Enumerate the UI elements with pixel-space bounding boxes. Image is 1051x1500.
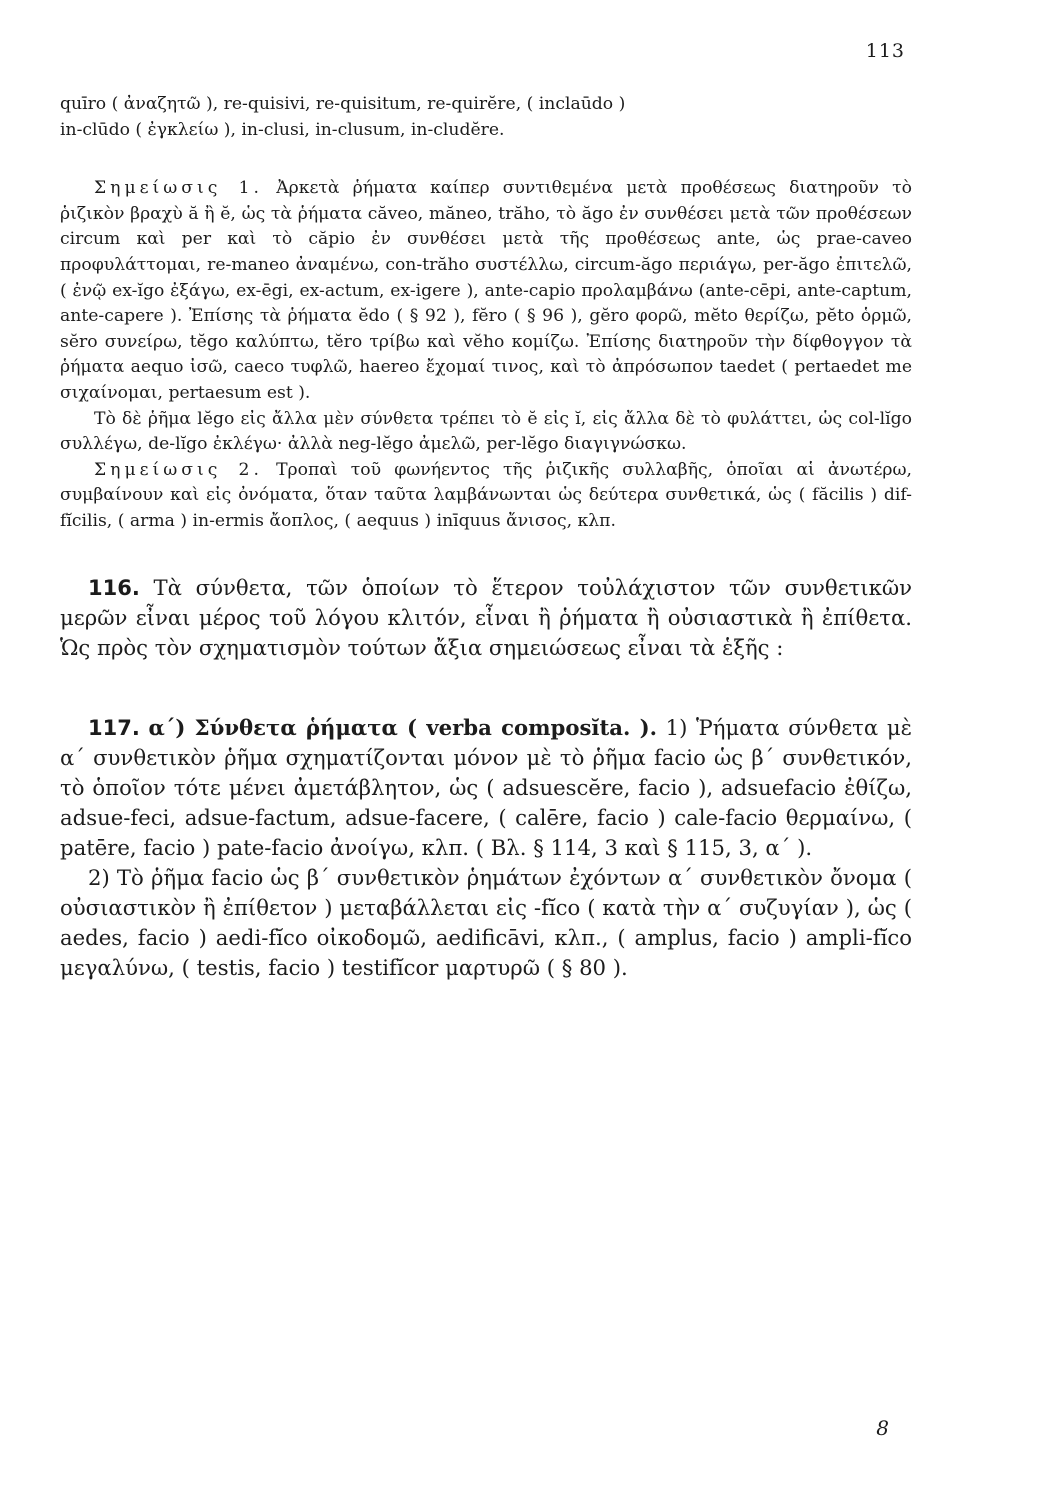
note-1 bbox=[60, 176, 912, 406]
note-2-text: Τροπαὶ τοῦ φωνήεντος τῆς ῥιζικῆς συλλαβῆς, ὁποῖαι αἱ ἀνωτέρω, συμβαίνουν καὶ εἰς ὀνόματα, ὅταν ταῦτα λαμβάνωνται ὡς δεύτερα συνθετικά, ὡς ( făcilis ) dif-fĭcilis, ( arma ) in-ermis ἄοπλος, ( aequus ) inīquus ἄνισος, κλπ. bbox=[60, 459, 912, 531]
text-line: quīro ( ἀναζητῶ ), re-quisivi, re-quisitum, re-quirĕre, ( inclaūdo ) bbox=[60, 94, 626, 114]
page-number: 113 bbox=[865, 40, 905, 62]
section-number: 117. bbox=[88, 715, 140, 740]
section-heading: α΄) Σύνθετα ῥήματα ( verba composĭta. ). bbox=[148, 714, 658, 740]
note-2 bbox=[60, 458, 912, 535]
page-text bbox=[60, 92, 912, 983]
note-1-continuation: Τὸ δὲ ῥῆμα lĕgo εἰς ἄλλα μὲν σύνθετα τρέπει τὸ ĕ εἰς ĭ, εἰς ἄλλα δὲ τὸ φυλάττει, ὡς col-lĭgo συλλέγω, de-lĭgo ἐκλέγω· ἀλλὰ neg-lĕgo ἀμελῶ, per-lĕgo διαγιγνώσκω. bbox=[60, 408, 912, 455]
section-117 bbox=[60, 713, 912, 863]
section-117-text: 1) Ῥήματα σύνθετα μὲ α΄ συνθετικὸν ῥῆμα σχηματίζονται μόνον μὲ τὸ ῥῆμα facio ὡς β΄ συνθετικόν, τὸ ὁποῖον τότε μένει ἀμετάβλητον, ὡς ( adsuescĕre, facio ), adsuefacio ἐθίζω, adsue-feci, adsue-factum, adsue-facere, ( calēre, facio ) cale-facio θερμαίνω, ( patēre, facio ) pate-facio ἀνοίγω, κλπ. ( Βλ. § 114, 3 καὶ § 115, 3, α΄ ). bbox=[60, 714, 912, 860]
note-1-text: Ἀρκετὰ ῥήματα καίπερ συντιθεμένα μετὰ προθέσεως διατηροῦν τὸ ῥιζικὸν βραχὺ ă ἢ ĕ, ὡς τὰ ῥήματα căveo, măneo, trăho, τὸ ăgo ἐν συνθέσει μετὰ τῶν προθέσεων circum καὶ per καὶ τὸ căpio ἐν συνθέσει μετὰ τῆς προθέσεως ante, ὡς prae-caveo προφυλάττομαι, re-maneo ἀναμένω, con-trăho συστέλλω, circum-ăgo περιάγω, per-ăgo ἐπιτελῶ, ( ἐνῷ ex-ĭgo ἐξάγω, ex-ēgi, ex-actum, ex-igere ), ante-capio προλαμβάνω (ante-cēpi, ante-captum, ante-capere ). Ἐπίσης τὰ ῥήματα ĕdo ( § 92 ), fĕro ( § 96 ), gĕro φορῶ, mĕto θερίζω, pĕto ὁρμῶ, sĕro συνείρω, tĕgo καλύπτω, tĕro τρίβω καὶ vĕho κομίζω. Ἐπίσης διατηροῦν τὴν δίφθογγον τὰ ῥήματα aequo ἰσῶ, caeco τυφλῶ, haereo ἔχομαί τινος, καὶ τὸ ἀπρόσωπον taedet ( pertaedet me σιχαίνομαι, pertaesum est ). bbox=[60, 178, 912, 403]
small-print-block bbox=[60, 92, 912, 535]
note-1-label: Σημείωσις 1. bbox=[94, 178, 263, 199]
note-2-label: Σημείωσις 2. bbox=[94, 459, 263, 480]
text-line: in-clūdo ( ἐγκλείω ), in-clusi, in-clusum, in-cludĕre. bbox=[60, 119, 505, 140]
section-117-paragraph-2: 2) Τὸ ῥῆμα facio ὡς β΄ συνθετικὸν ῥημάτων ἐχόντων α΄ συνθετικὸν ὄνομα ( οὐσιαστικὸν ἢ ἐπίθετον ) μεταβάλλεται εἰς -fĭco ( κατὰ τὴν α΄ συζυγίαν ), ὡς ( aedes, facio ) aedi-fĭco οἰκοδομῶ, aedificāvi, κλπ., ( amplus, facio ) ampli-fĭco μεγαλύνω, ( testis, facio ) testifĭcor μαρτυρῶ ( § 80 ). bbox=[60, 864, 912, 980]
large-print-block bbox=[60, 573, 912, 983]
sheet-signature: 8 bbox=[876, 1416, 889, 1440]
section-number: 116. bbox=[88, 575, 140, 600]
section-116 bbox=[60, 573, 912, 663]
section-116-text: Τὰ σύνθετα, τῶν ὁποίων τὸ ἕτερον τοὐλάχιστον τῶν συνθετικῶν μερῶν εἶναι μέρος τοῦ λόγου κλιτόν, εἶναι ἢ ῥήματα ἢ οὐσιαστικὰ ἢ ἐπίθετα. Ὡς πρὸς τὸν σχηματισμὸν τούτων ἄξια σημειώσεως εἶναι τὰ ἑξῆς : bbox=[60, 574, 912, 660]
